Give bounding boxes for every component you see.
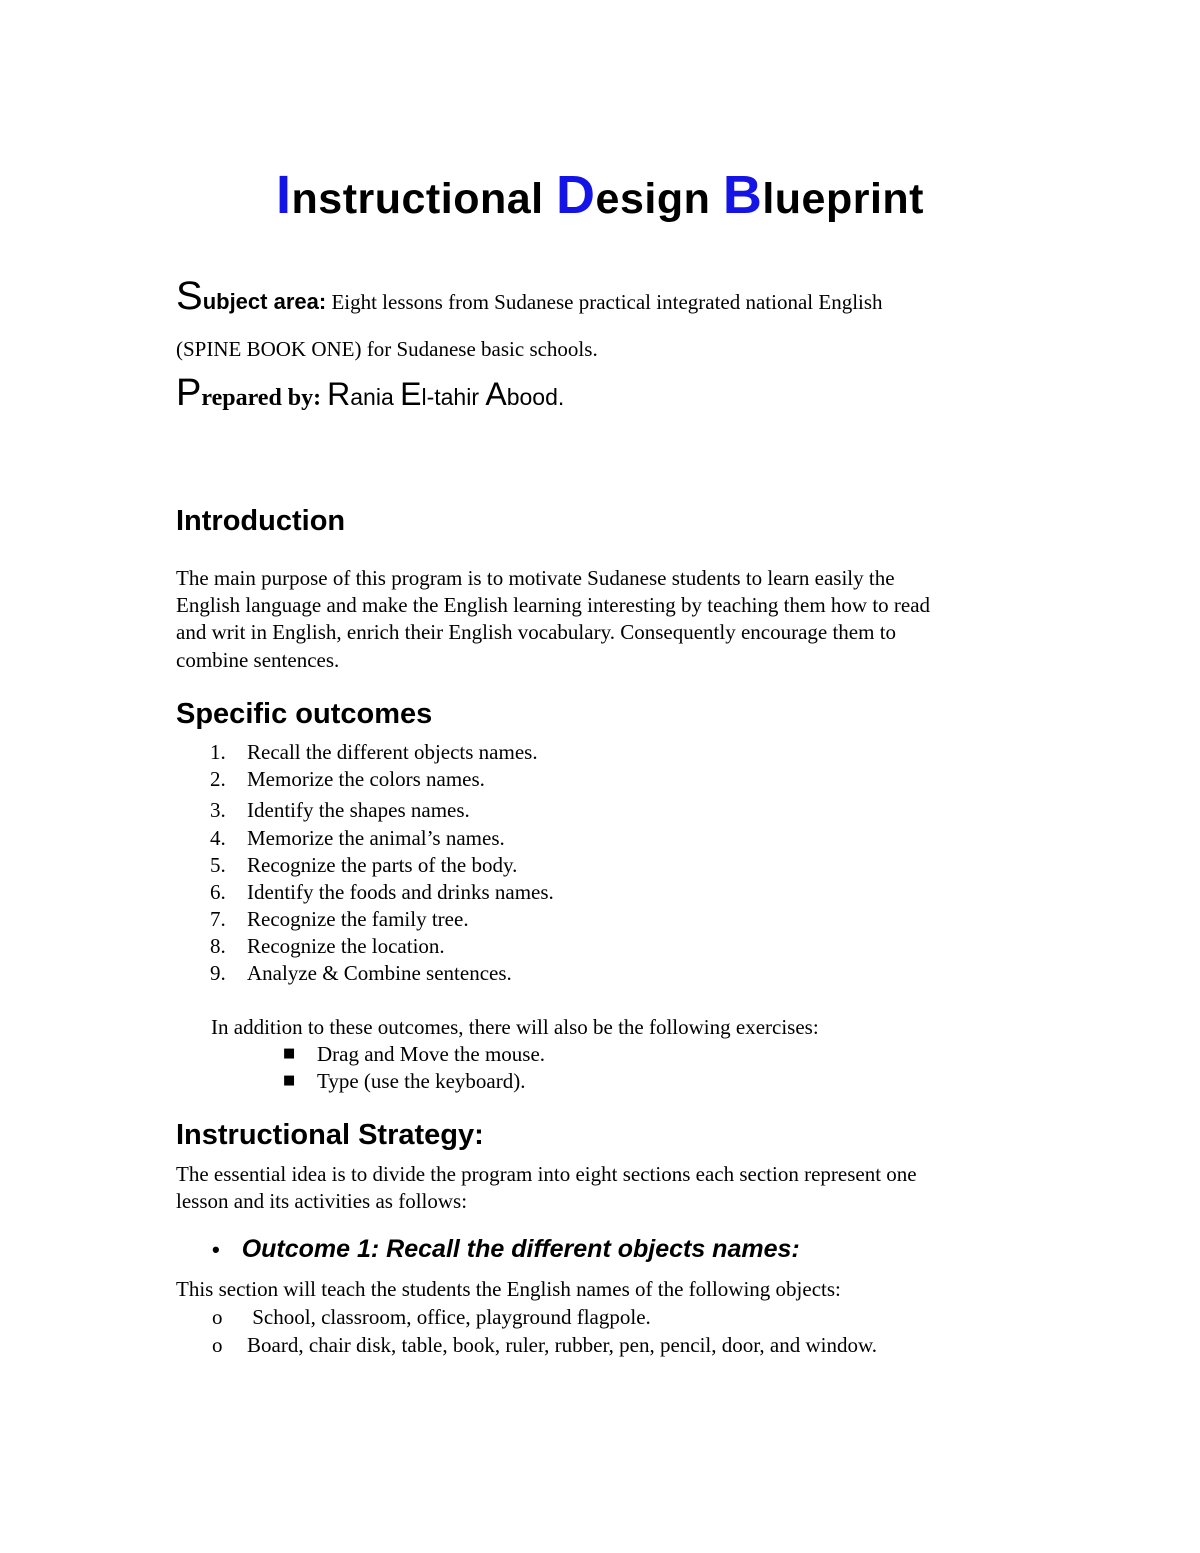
circle-bullet-icon: o [212,1305,223,1329]
outcome-1-title: Outcome 1: Recall the different objects names: [241,1235,800,1263]
square-bullet-icon: ■ [283,1046,296,1061]
instructional-strategy-heading: Instructional Strategy: [176,1119,484,1151]
list-number: 4. [210,826,226,850]
title-word: lueprint [762,175,924,223]
outcome-item: Memorize the colors names. [247,767,485,791]
list-number: 8. [210,934,226,958]
exercise-item: Type (use the keyboard). [317,1069,526,1093]
bullet-icon: • [212,1237,220,1262]
title-initial: D [556,165,596,225]
prepared-label-initial: P [176,372,202,414]
list-number: 7. [210,907,226,931]
title-word: nstructional [291,175,544,223]
subject-label: ubject area: [202,289,327,314]
outcome-item: Identify the shapes names. [247,798,470,822]
strategy-line: lesson and its activities as follows: [176,1189,468,1213]
outcome-item: Memorize the animal’s names. [247,826,505,850]
outcome-item: Identify the foods and drinks names. [247,880,554,904]
outcome-1-intro: This section will teach the students the English names of the following objects: [176,1277,841,1301]
prepared-label: repared by: [201,385,322,411]
object-list-item: Board, chair disk, table, book, ruler, rubber, pen, pencil, door, and window. [247,1333,878,1357]
outcome-item: Recognize the family tree. [247,907,469,931]
square-bullet-icon: ■ [283,1073,296,1088]
introduction-line: The main purpose of this program is to motivate Sudanese students to learn easily the [176,566,895,590]
subject-area-line-2: (SPINE BOOK ONE) for Sudanese basic schools. [176,337,598,361]
introduction-line: combine sentences. [176,648,340,672]
outcome-item: Recall the different objects names. [247,740,538,764]
document-title [0,164,1200,226]
title-word: esign [595,175,711,223]
introduction-heading: Introduction [176,505,346,537]
strategy-line: The essential idea is to divide the program into eight sections each section represent one [176,1162,917,1186]
list-number: 6. [210,880,226,904]
subject-area-line-1 [176,274,883,318]
outcome-1-heading [212,1235,800,1264]
list-number: 1. [210,740,226,764]
title-initial: B [722,165,763,225]
list-number: 9. [210,961,226,985]
subject-label-initial: S [176,274,203,318]
circle-bullet-icon: o [212,1333,223,1357]
additional-exercises-intro: In addition to these outcomes, there will also be the following exercises: [211,1015,819,1039]
title-initial: I [276,165,292,225]
exercise-item: Drag and Move the mouse. [317,1042,546,1066]
outcome-item: Analyze & Combine sentences. [247,961,512,985]
prepared-by-line [176,372,564,415]
author-name: Rania El-tahir Abood. [327,376,565,412]
subject-text: Eight lessons from Sudanese practical integrated national English [331,290,883,314]
outcome-item: Recognize the parts of the body. [247,853,518,877]
list-number: 2. [210,767,226,791]
introduction-line: English language and make the English learning interesting by teaching them how to read [176,593,931,617]
specific-outcomes-heading: Specific outcomes [176,698,433,730]
object-list-item: School, classroom, office, playground flagpole. [247,1305,651,1329]
list-number: 3. [210,798,226,822]
outcome-item: Recognize the location. [247,934,445,958]
list-number: 5. [210,853,226,877]
introduction-line: and writ in English, enrich their English vocabulary. Consequently encourage them to [176,620,897,644]
